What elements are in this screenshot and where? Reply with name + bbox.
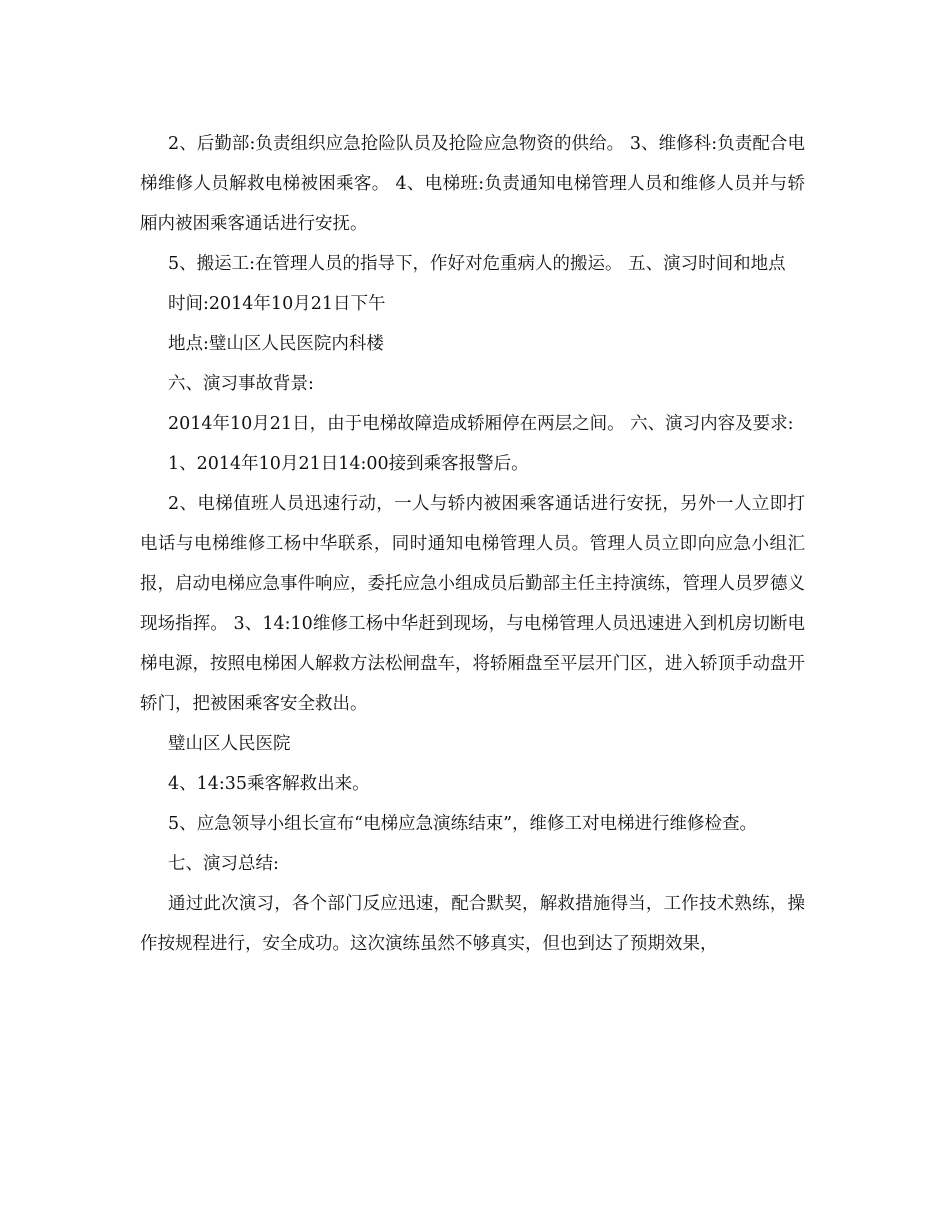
document-body (140, 124, 805, 964)
paragraph-accident-background: 2014年10月21日，由于电梯故障造成轿厢停在两层之间。 六、演习内容及要求: (168, 414, 794, 434)
paragraph-step-4: 4、14:35乘客解救出来。 (168, 774, 370, 794)
paragraph-porters-and-drill-time-heading: 5、搬运工:在管理人员的指导下，作好对危重病人的搬运。 五、演习时间和地点 (168, 254, 786, 274)
paragraph-drill-time: 时间:2014年10月21日下午 (168, 294, 386, 314)
paragraph-step-2-3: 2、电梯值班人员迅速行动，一人与轿内被困乘客通话进行安抚，另外一人立即打电话与电梯维修工杨中华联系，同时通知电梯管理人员。管理人员立即向应急小组汇报，启动电梯应急事件响应，委托应急小组成员后勤部主任主持演练，管理人员罗德义现场指挥。 3、14:10维修工杨中华赶到现场，与电梯管理人员迅速进入到机房切断电梯电源，按照电梯困人解救方法松闸盘车，将轿厢盘至平层开门区，进入轿顶手动盘开轿门，把被困乘客安全救出。 (140, 494, 805, 714)
paragraph-hospital-name: 璧山区人民医院 (168, 734, 291, 754)
paragraph-drill-location: 地点:璧山区人民医院内科楼 (168, 334, 384, 354)
paragraph-step-1: 1、2014年10月21日14:00接到乘客报警后。 (168, 454, 529, 474)
paragraph-drill-summary: 通过此次演习，各个部门反应迅速，配合默契，解救措施得当，工作技术熟练，操作按规程进行，安全成功。这次演练虽然不够真实，但也到达了预期效果， (140, 894, 805, 954)
section-heading-accident-background: 六、演习事故背景: (168, 374, 314, 394)
section-heading-drill-summary: 七、演习总结: (168, 854, 279, 874)
paragraph-logistics-maintenance-elevator-duties: 2、后勤部:负责组织应急抢险队员及抢险应急物资的供给。 3、维修科:负责配合电梯维修人员解救电梯被困乘客。 4、电梯班:负责通知电梯管理人员和维修人员并与轿厢内被困乘客通话进行安抚。 (140, 134, 805, 234)
paragraph-step-5: 5、应急领导小组长宣布“电梯应急演练结束”，维修工对电梯进行维修检查。 (168, 814, 758, 834)
